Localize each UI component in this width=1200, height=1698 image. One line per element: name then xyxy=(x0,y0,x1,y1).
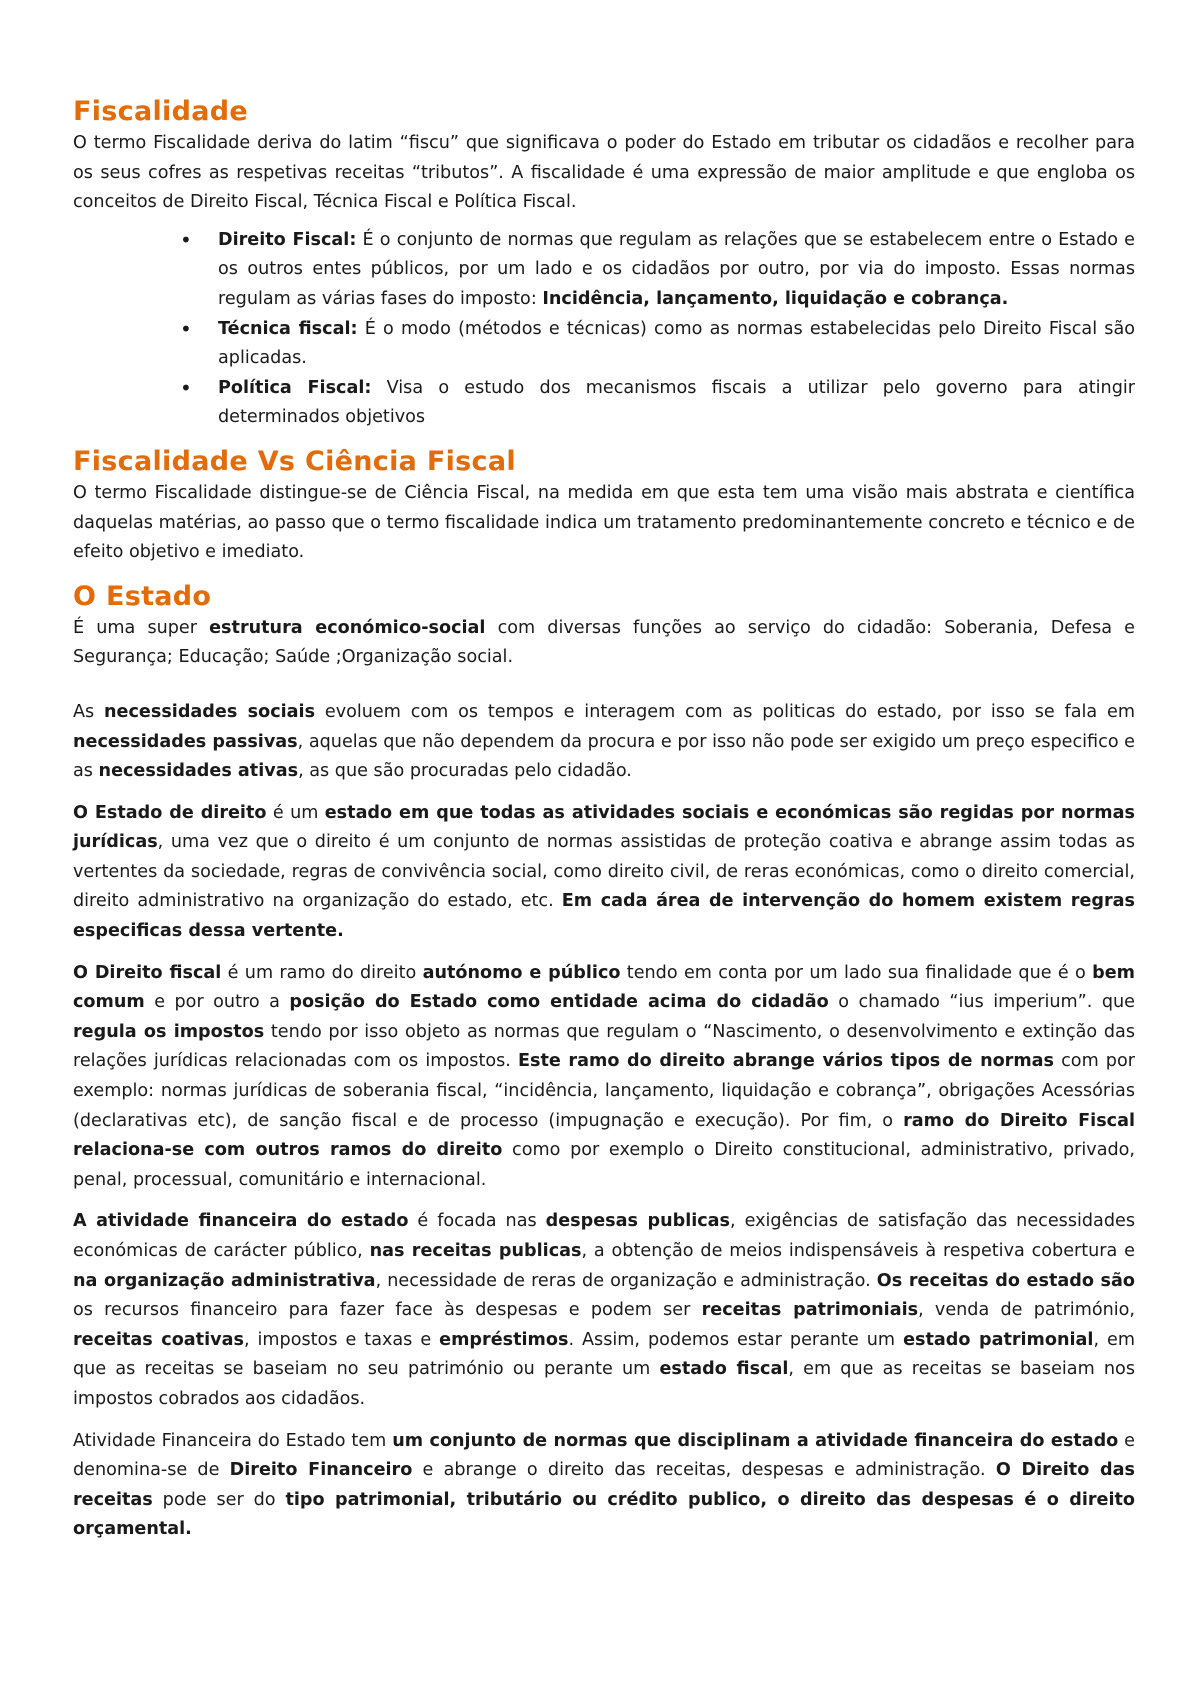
text-run: e por outro a xyxy=(144,992,290,1013)
ciencia-fiscal-paragraph xyxy=(73,479,1135,568)
text-run: , exigências de satisfação das necessidades económicas de carácter público, xyxy=(73,1211,1135,1261)
bold-text-run: necessidades sociais xyxy=(104,701,316,722)
bold-text-run: estado fiscal xyxy=(659,1359,789,1380)
bold-text-run: regula os impostos xyxy=(73,1021,265,1042)
text-run: com por exemplo: normas jurídicas de soberania fiscal, “incidência, lançamento, liquidação e cobrança”, obrigações Acessórias (declarativas etc), de sanção fiscal e de processo (impugnação e execução). Por fim, o xyxy=(73,1051,1135,1131)
bold-text-run: estado em que todas as atividades sociais e económicas são regidas por normas jurídicas xyxy=(73,802,1135,853)
text-run: pode ser do xyxy=(152,1489,286,1510)
bold-text-run: Incidência, lançamento, liquidação e cobrança. xyxy=(542,288,1009,309)
text-run: e denomina-se de xyxy=(73,1430,1135,1481)
text-run: O termo Fiscalidade deriva do latim “fiscu” que significava o poder do Estado em tributar os cidadãos e recolher para os seus cofres as respetivas receitas “tributos”. A fiscalidade é uma expressão de maior amplitude e que engloba os conceitos de Direito Fiscal, Técnica Fiscal e Política Fiscal. xyxy=(73,133,1135,213)
bold-text-run: tipo patrimonial, tributário ou crédito publico, o direito das despesas é o direito orçamental. xyxy=(73,1489,1135,1540)
text-run: , uma vez que o direito é um conjunto de normas assistidas de proteção coativa e abrange assim todas as vertentes da sociedade, regras de convivência social, como direito civil, de reras económicas, como o direito comercial, direito administrativo na organização do estado, etc. xyxy=(73,832,1135,912)
estado-paragraph-3 xyxy=(73,799,1135,947)
text-run: evoluem com os tempos e interagem com as politicas do estado, por isso se fala em xyxy=(315,701,1135,722)
bold-text-run: O Direito fiscal xyxy=(73,962,222,983)
text-run: tendo em conta por um lado sua finalidade que é o xyxy=(620,962,1093,983)
text-run: O termo Fiscalidade distingue-se de Ciência Fiscal, na medida em que esta tem uma visão mais abstrata e científica daquelas matérias, ao passo que o termo fiscalidade indica um tratamento predominantemente concreto e técnico e de efeito objetivo e imediato. xyxy=(73,482,1135,563)
text-run: tendo por isso objeto as normas que regulam o “Nascimento, o desenvolvimento e extinção das relações jurídicas relacionadas com os impostos. xyxy=(73,1021,1135,1072)
estado-paragraph-2 xyxy=(73,698,1135,787)
text-run: , venda de património, xyxy=(918,1300,1135,1321)
text-run: e abrange o direito das receitas, despesas e administração. xyxy=(412,1460,996,1481)
bold-text-run: estrutura económico-social xyxy=(209,617,486,638)
text-run: É uma super xyxy=(73,617,210,638)
bold-text-run: posição do Estado como entidade acima do cidadão xyxy=(289,992,829,1013)
bold-text-run: nas receitas publicas xyxy=(369,1241,582,1261)
text-run: É o modo (métodos e técnicas) como as normas estabelecidas pelo Direito Fiscal são aplicadas. xyxy=(218,318,1136,369)
bullet-direito-fiscal xyxy=(218,226,1135,315)
bold-text-run: A atividade financeira do estado xyxy=(73,1211,409,1232)
bold-text-run: estado patrimonial xyxy=(903,1329,1094,1350)
fiscalidade-intro xyxy=(73,129,1135,218)
text-run: , aquelas que não dependem da procura e por isso não pode ser exigido um preço especifico e as xyxy=(73,731,1136,782)
estado-paragraph-6 xyxy=(73,1427,1135,1545)
bold-text-run: Direito Fiscal: xyxy=(218,229,357,250)
text-run: os recursos financeiro para fazer face às despesas e podem ser xyxy=(73,1300,702,1321)
bold-text-run: empréstimos xyxy=(439,1329,569,1350)
bold-text-run: O Estado de direito xyxy=(73,802,267,823)
estado-paragraph-4 xyxy=(73,959,1135,1196)
text-run: com diversas funções ao serviço do cidadão: Soberania, Defesa e Segurança; Educação; Saúde ;Organização social. xyxy=(73,617,1135,668)
text-run: , em que as receitas se baseiam nos impostos cobrados aos cidadãos. xyxy=(73,1359,1135,1409)
estado-paragraph-1 xyxy=(73,614,1135,673)
bold-text-run: Política Fiscal: xyxy=(218,377,372,398)
bold-text-run: necessidades ativas xyxy=(98,761,299,782)
bullet-tecnica-fiscal xyxy=(218,315,1135,374)
text-run: Visa o estudo dos mecanismos fiscais a utilizar pelo governo para atingir determinados objetivos xyxy=(218,377,1135,428)
bold-text-run: Em cada área de intervenção do homem existem regras especificas dessa vertente. xyxy=(73,891,1135,942)
fiscalidade-bullet-list xyxy=(73,226,1135,433)
text-run: é focada nas xyxy=(408,1211,546,1232)
bold-text-run: Este ramo do direito abrange vários tipos de normas xyxy=(517,1051,1055,1072)
text-run: Atividade Financeira do Estado tem xyxy=(73,1430,393,1451)
text-run: , impostos e taxas e xyxy=(243,1329,440,1350)
text-run: É o conjunto de normas que regulam as relações que se estabelecem entre o Estado e os outros entes públicos, por um lado e os cidadãos por outro, por via do imposto. Essas normas regulam as várias fases do imposto: xyxy=(218,229,1135,309)
section-title-fiscalidade: Fiscalidade xyxy=(73,96,248,127)
bold-text-run: necessidades passivas xyxy=(73,731,298,752)
bold-text-run: O Direito das receitas xyxy=(73,1460,1135,1510)
text-run: , em que as receitas se baseiam no seu património ou perante um xyxy=(73,1329,1136,1380)
text-run: é um xyxy=(266,802,325,823)
estado-paragraph-5 xyxy=(73,1207,1135,1414)
bold-text-run: um conjunto de normas que disciplinam a atividade financeira do estado xyxy=(392,1430,1119,1451)
text-run: . Assim, podemos estar perante um xyxy=(568,1329,904,1350)
bold-text-run: ramo do Direito Fiscal relaciona-se com outros ramos do direito xyxy=(73,1110,1136,1161)
bullet-politica-fiscal xyxy=(218,374,1135,433)
bold-text-run: despesas publicas xyxy=(545,1211,731,1232)
text-run: , necessidade de reras de organização e administração. xyxy=(375,1270,877,1291)
bold-text-run: receitas patrimoniais xyxy=(701,1300,919,1321)
text-run: As xyxy=(73,701,105,722)
bold-text-run: Direito Financeiro xyxy=(229,1460,413,1481)
text-run: é um ramo do direito xyxy=(221,962,423,983)
bold-text-run: na organização administrativa xyxy=(73,1270,376,1291)
bold-text-run: autónomo e público xyxy=(422,962,621,983)
text-run: o chamado “ius imperium”. que xyxy=(828,992,1135,1013)
section-title-ciencia-fiscal: Fiscalidade Vs Ciência Fiscal xyxy=(73,445,516,477)
bold-text-run: Os receitas do estado são xyxy=(876,1270,1135,1291)
document-page xyxy=(73,95,1135,1545)
bold-text-run: Técnica fiscal: xyxy=(218,318,358,339)
section-title-o-estado: O Estado xyxy=(73,580,212,612)
text-run: , a obtenção de meios indispensáveis à respetiva cobertura e xyxy=(581,1241,1135,1261)
bold-text-run: bem comum xyxy=(73,962,1136,1013)
text-run: como por exemplo o Direito constitucional, administrativo, privado, penal, processual, comunitário e internacional. xyxy=(73,1140,1136,1190)
bold-text-run: receitas coativas xyxy=(73,1329,244,1350)
text-run: , as que são procuradas pelo cidadão. xyxy=(298,761,632,782)
